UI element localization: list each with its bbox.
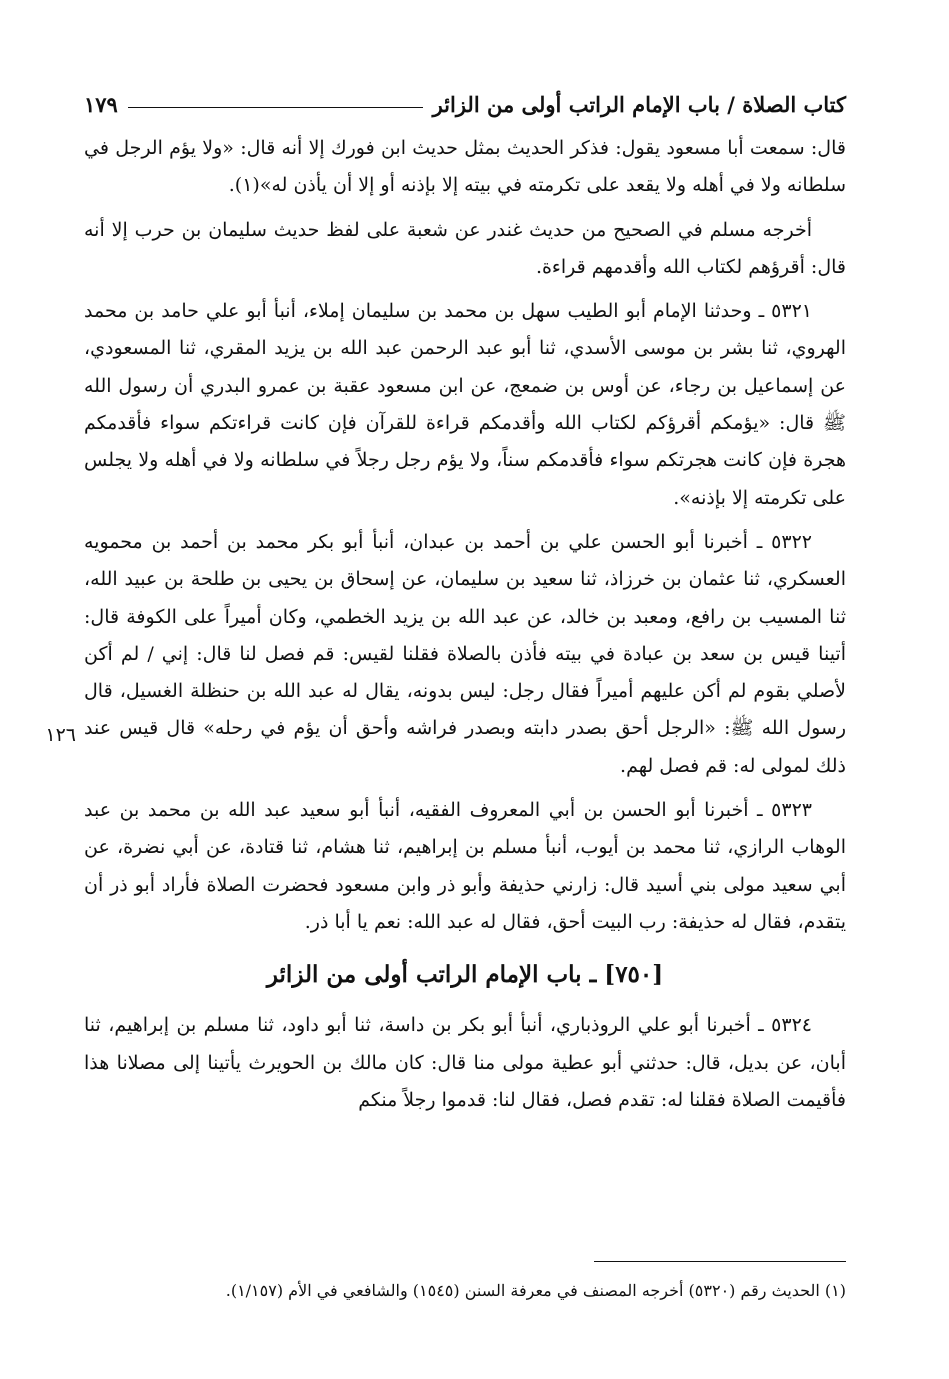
hadith-5324: ٥٣٢٤ ـ أخبرنا أبو علي الروذباري، أنبأ أبو بكر بن داسة، ثنا أبو داود، ثنا مسلم بن إبراهيم، ثنا أبان، عن بديل، قال: حدثني أبو عطية مولى منا قال: كان مالك بن الحويرث يأتينا إلى مصلانا هذا فأقيمت الصلاة فقلنا له: تقدم فصل، فقال لنا: قدموا رجلاً منكم bbox=[84, 1014, 846, 1111]
header-title: كتاب الصلاة / باب الإمام الراتب أولى من الزائر bbox=[432, 91, 846, 117]
footnote-separator bbox=[594, 1261, 846, 1262]
main-text bbox=[84, 130, 846, 1126]
footnote: (١) الحديث رقم (٥٣٢٠) أخرجه المصنف في معرفة السنن (١٥٤٥) والشافعي في الأم (١/١٥٧). bbox=[225, 1281, 846, 1300]
paragraph-takhrij: أخرجه مسلم في الصحيح من حديث غندر عن شعبة على لفظ حديث سليمان بن حرب إلا أنه قال: أقرؤهم لكتاب الله وأقدمهم قراءة. bbox=[84, 218, 846, 278]
margin-page-reference: ١٢٦ bbox=[45, 724, 76, 746]
header-rule bbox=[128, 107, 423, 108]
page-number: ١٧٩ bbox=[84, 91, 118, 117]
hadith-5322: ٥٣٢٢ ـ أخبرنا أبو الحسن علي بن أحمد بن عبدان، أنبأ أبو بكر محمد بن أحمد بن محمويه العسكري، ثنا عثمان بن خرزاذ، ثنا سعيد بن سليمان، عن إسحاق بن يحيى بن طلحة بن عبيد الله، ثنا المسيب بن رافع، ومعبد بن خالد، عن عبد الله بن يزيد الخطمي، وكان أميراً على الكوفة قال: أتينا قيس بن سعد بن عبادة في بيته فأذن بالصلاة فقلنا لقيس: قم فصل لنا قال: إني / لم أكن لأصلي بقوم لم أكن عليهم أميراً فقال رجل: ليس بدونه، يقال له عبد الله بن حنظلة الغسيل، قال رسول الله ﷺ: «الرجل أحق بصدر دابته وبصدر فراشه وأحق أن يؤم في رحله» قال قيس عند ذلك لمولى له: قم فصل لهم. bbox=[84, 530, 846, 777]
hadith-5321: ٥٣٢١ ـ وحدثنا الإمام أبو الطيب سهل بن محمد بن سليمان إملاء، أنبأ أبو علي حامد بن محمد الهروي، ثنا بشر بن موسى الأسدي، ثنا أبو عبد الرحمن عبد الله بن يزيد المقري، ثنا المسعودي، عن إسماعيل بن رجاء، عن أوس بن ضمعج، عن ابن مسعود عقبة بن عمرو البدري أن رسول الله ﷺ قال: «يؤمكم أقرؤكم لكتاب الله وأقدمكم قراءة للقرآن فإن كانت قراءتكم سواء فأقدمكم هجرة فإن كانت هجرتكم سواء فأقدمكم سناً، ولا يؤم رجل رجلاً في سلطانه ولا في أهله ولا يجلس على تكرمته إلا بإذنه». bbox=[84, 300, 846, 509]
paragraph-continuation: قال: سمعت أبا مسعود يقول: فذكر الحديث بمثل حديث ابن فورك إلا أنه قال: «ولا يؤم الرجل في سلطانه ولا في أهله ولا يقعد على تكرمته في بيته إلا بإذنه أو إلا أن يأذن له»(١). bbox=[84, 137, 846, 197]
chapter-heading: [٧٥٠] ـ باب الإمام الراتب أولى من الزائر bbox=[266, 961, 664, 989]
hadith-5323: ٥٣٢٣ ـ أخبرنا أبو الحسن بن أبي المعروف الفقيه، أنبأ أبو سعيد عبد الله بن محمد بن عبد الوهاب الرازي، ثنا محمد بن أيوب، أنبأ مسلم بن إبراهيم، ثنا هشام، ثنا قتادة، عن أبي نضرة، عن أبي سعيد مولى بني أسيد قال: زارني حذيفة وأبو ذر وابن مسعود فحضرت الصلاة فأراد أبو ذر أن يتقدم، فقال له حذيفة: رب البيت أحق، فقال له عبد الله: نعم يا أبا ذر. bbox=[84, 799, 846, 933]
running-header bbox=[84, 88, 846, 120]
